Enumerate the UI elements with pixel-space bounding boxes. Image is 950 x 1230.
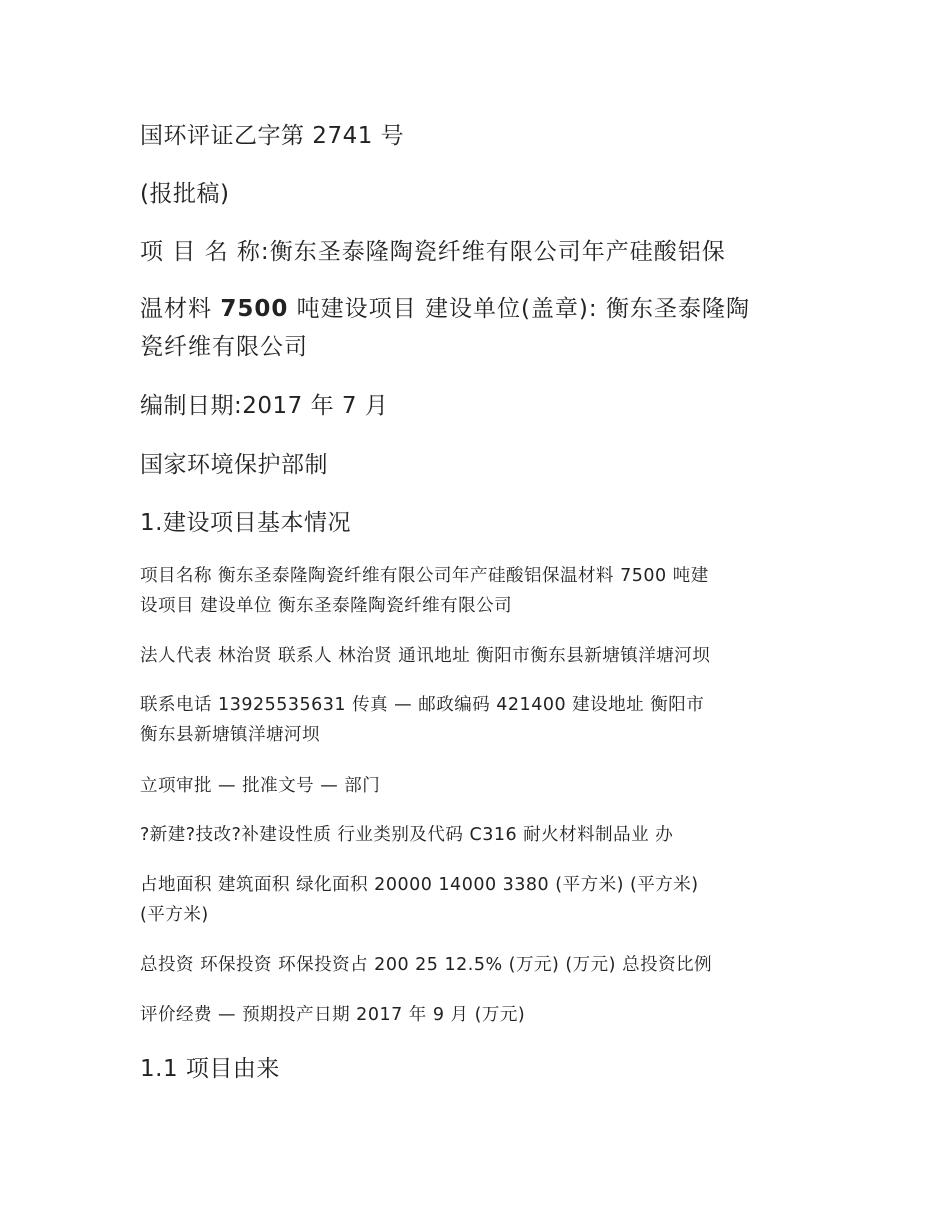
compile-date: 编制日期:2017 年 7 月: [140, 393, 389, 419]
info-row-8: 评价经费 — 预期投产日期 2017 年 9 月 (万元): [140, 1005, 526, 1025]
project-name-line-3: 瓷纤维有限公司: [140, 334, 308, 360]
info-row-3a: 联系电话 13925535631 传真 — 邮政编码 421400 建设地址 衡阳市: [140, 695, 705, 715]
project-name-text: 衡东圣泰隆陶瓷纤维有限公司年产硅酸铝保: [269, 239, 726, 265]
project-name-text-2c: 吨建设项目 建设单位(盖章): 衡东圣泰隆陶: [288, 296, 750, 322]
section-heading-1: 1.建设项目基本情况: [140, 510, 351, 536]
project-capacity: 7500: [220, 296, 289, 322]
certificate-number: 国环评证乙字第 2741 号: [140, 123, 405, 149]
project-name-label: 项 目 名 称:: [140, 239, 270, 265]
info-row-4: 立项审批 — 批准文号 — 部门: [140, 776, 381, 796]
draft-label: (报批稿): [140, 181, 230, 207]
info-row-5: ?新建?技改?补建设性质 行业类别及代码 C316 耐火材料制品业 办: [140, 825, 674, 845]
info-row-2: 法人代表 林治贤 联系人 林治贤 通讯地址 衡阳市衡东县新塘镇洋塘河坝: [140, 646, 711, 666]
info-row-3b: 衡东县新塘镇洋塘河坝: [140, 725, 320, 745]
info-row-7: 总投资 环保投资 环保投资占 200 25 12.5% (万元) (万元) 总投资比例: [140, 955, 713, 975]
project-name-text-2a: 温材料: [140, 296, 221, 322]
info-row-1a: 项目名称 衡东圣泰隆陶瓷纤维有限公司年产硅酸铝保温材料 7500 吨建: [140, 566, 709, 586]
section-heading-1-1: 1.1 项目由来: [140, 1056, 280, 1082]
info-row-1b: 设项目 建设单位 衡东圣泰隆陶瓷纤维有限公司: [140, 596, 513, 616]
project-name-line-1: [140, 228, 726, 276]
issuer: 国家环境保护部制: [140, 452, 328, 478]
info-row-6b: (平方米): [140, 905, 209, 925]
info-row-6a: 占地面积 建筑面积 绿化面积 20000 14000 3380 (平方米) (平方米): [140, 875, 699, 895]
